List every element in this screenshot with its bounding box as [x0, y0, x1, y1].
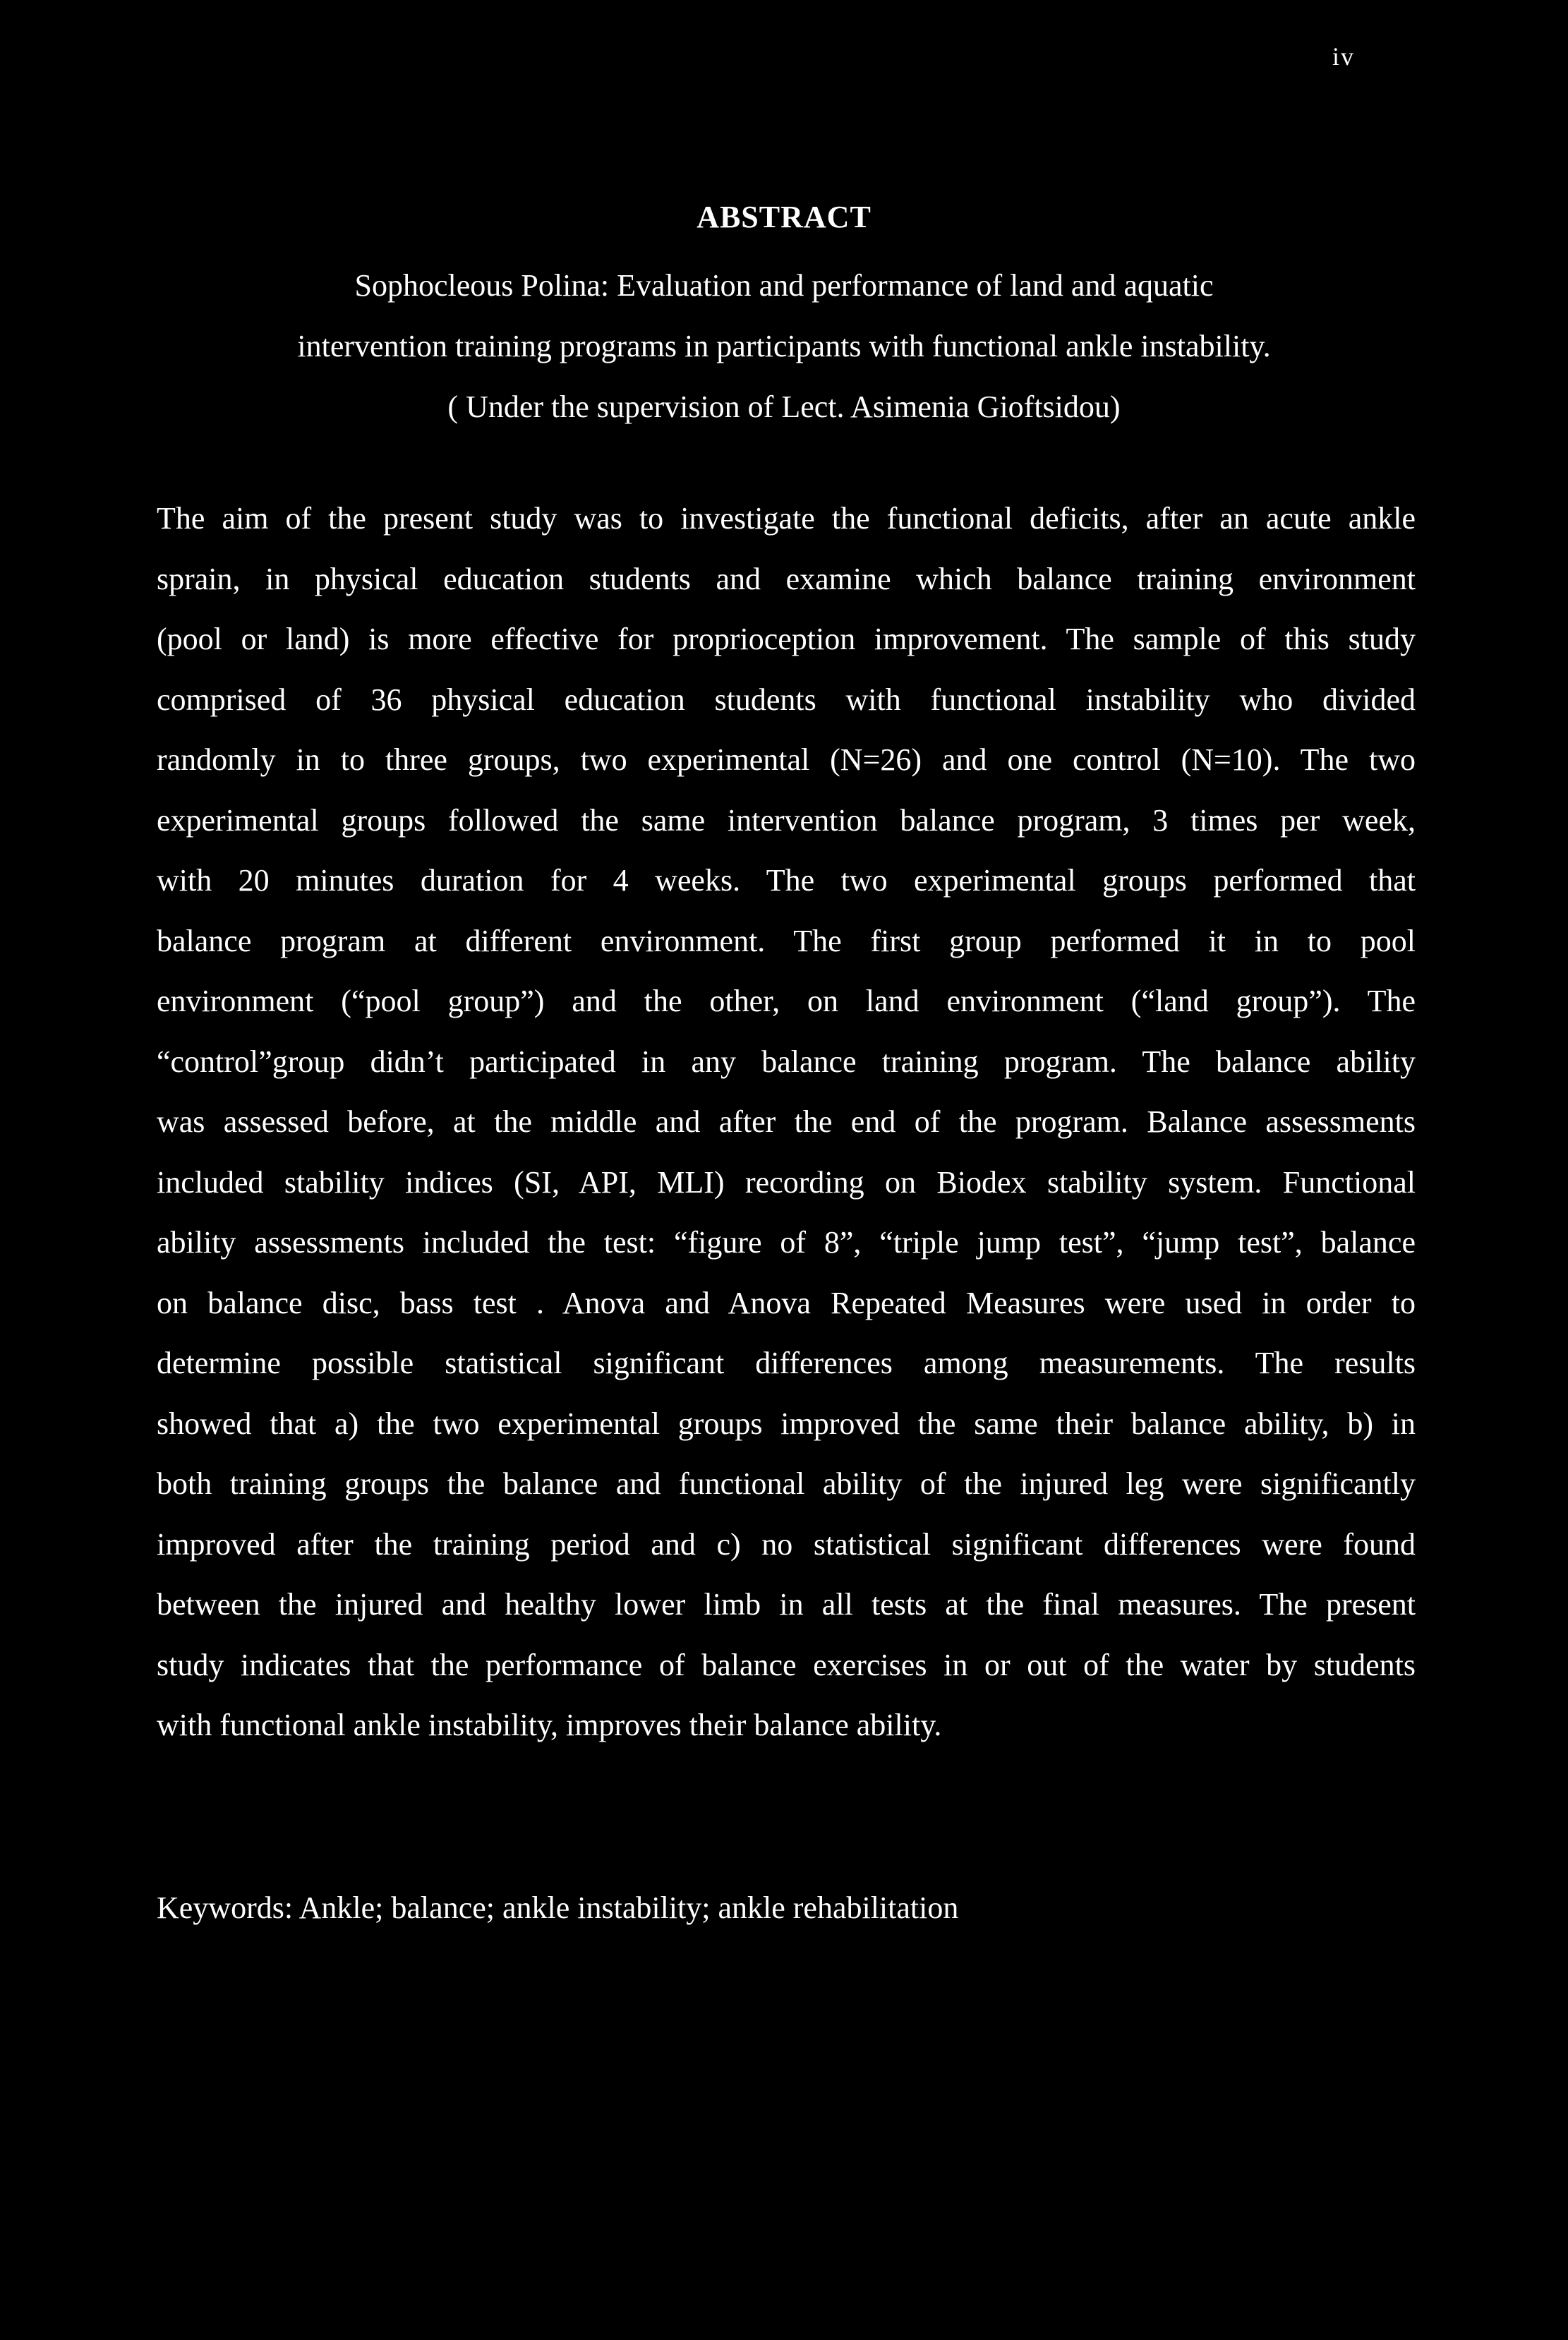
body-line: balance program at different environment. The first group performed it in to pool — [157, 923, 1416, 958]
body-line: randomly in to three groups, two experimental (N=26) and one control (N=10). The two — [157, 742, 1416, 777]
body-line: environment (“pool group”) and the other, on land environment (“land group”). The — [157, 984, 1416, 1018]
body-line: with 20 minutes duration for 4 weeks. The two experimental groups performed that — [157, 863, 1416, 898]
body-line: with functional ankle instability, improves their balance ability. — [157, 1708, 942, 1742]
page-number: iv — [1332, 42, 1355, 71]
body-line: experimental groups followed the same intervention balance program, 3 times per week, — [157, 802, 1416, 838]
body-line: ability assessments included the test: “figure of 8”, “triple jump test”, “jump test”, balance — [157, 1225, 1416, 1260]
abstract-heading: ABSTRACT — [696, 200, 872, 234]
body-line: on balance disc, bass test . Anova and Anova Repeated Measures were used in order to — [157, 1285, 1416, 1320]
body-line: improved after the training period and c) no statistical significant differences were found — [157, 1526, 1416, 1562]
body-line: “control”group didn’t participated in any balance training program. The balance ability — [157, 1044, 1416, 1079]
citation-block — [0, 255, 1568, 438]
keywords-line: Keywords: Ankle; balance; ankle instability; ankle rehabilitation — [157, 1890, 959, 1925]
body-line: determine possible statistical significant differences among measurements. The results — [157, 1346, 1416, 1380]
citation-line: Sophocleous Polina: Evaluation and performance of land and aquatic — [354, 268, 1214, 303]
body-line: (pool or land) is more effective for proprioception improvement. The sample of this study — [157, 622, 1416, 656]
body-line: included stability indices (SI, API, MLI) recording on Biodex stability system. Functional — [157, 1164, 1416, 1200]
body-line: both training groups the balance and functional ability of the injured leg were significantly — [157, 1466, 1416, 1501]
body-line: comprised of 36 physical education students with functional instability who divided — [157, 682, 1416, 717]
body-line: showed that a) the two experimental groups improved the same their balance ability, b) in — [157, 1406, 1416, 1441]
citation-line: ( Under the supervision of Lect. Asimenia Gioftsidou) — [447, 390, 1121, 424]
citation-line: intervention training programs in participants with functional ankle instability. — [297, 329, 1271, 363]
abstract-body — [157, 488, 1416, 1756]
body-line: sprain, in physical education students and examine which balance training environment — [157, 561, 1416, 596]
body-line: The aim of the present study was to investigate the functional deficits, after an acute ankle — [157, 501, 1416, 536]
body-line: between the injured and healthy lower limb in all tests at the final measures. The present — [157, 1587, 1416, 1622]
body-line: was assessed before, at the middle and after the end of the program. Balance assessments — [157, 1104, 1416, 1139]
body-line: study indicates that the performance of balance exercises in or out of the water by students — [157, 1647, 1416, 1682]
